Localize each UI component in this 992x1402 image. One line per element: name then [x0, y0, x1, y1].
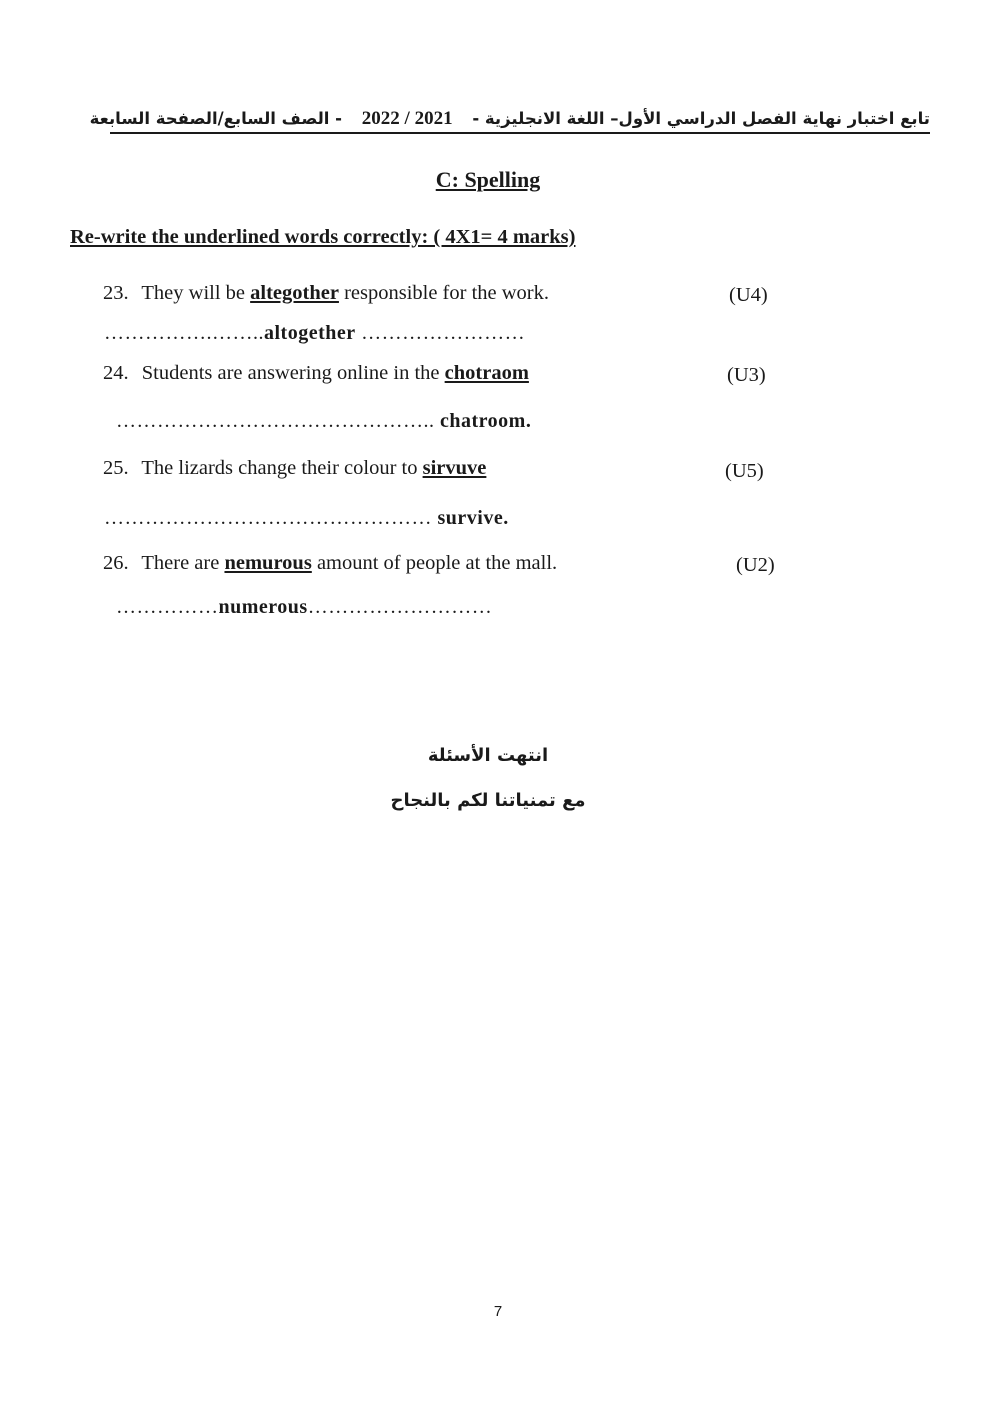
section-instruction: Re-write the underlined words correctly: ( 4X1= 4 marks) [70, 226, 576, 248]
answer-dots-lead: …………….…….. [104, 322, 264, 344]
question-number: 25. [103, 457, 129, 479]
question-text-before: Students are answering online in the [141, 362, 440, 384]
question-text-after: amount of people at the mall. [316, 552, 558, 574]
question-26 [103, 550, 557, 576]
page-header [89, 108, 930, 134]
misspelled-word: altegother [250, 282, 339, 304]
question-number: 24. [103, 362, 129, 384]
closing-good-luck: مع تمنياتنا لكم بالنجاح [390, 790, 586, 811]
misspelled-word: nemurous [224, 552, 312, 574]
question-24 [103, 360, 529, 386]
answer-line-26 [116, 594, 492, 620]
question-text-before: The lizards change their colour to [141, 457, 418, 479]
question-number: 23. [103, 282, 129, 304]
unit-label: (U2) [736, 554, 775, 576]
header-grade-page: - الصف السابع/الصفحة السابعة [89, 109, 343, 128]
answer-dots-lead: …………… [116, 596, 219, 618]
question-25 [103, 455, 486, 481]
answer-line-23 [104, 320, 525, 346]
question-text-after: responsible for the work. [344, 282, 550, 304]
answer-word: altogether [264, 322, 356, 344]
answer-line-25 [104, 505, 509, 531]
section-title: C: Spelling [435, 167, 541, 192]
answer-word: survive. [437, 507, 509, 529]
unit-label: (U4) [729, 284, 768, 306]
header-academic-year: 2022 / 2021 [361, 108, 453, 129]
misspelled-word: chotraom [444, 362, 529, 384]
answer-dots-trail: …………………… [361, 322, 526, 344]
unit-label: (U3) [727, 364, 766, 386]
question-text-before: There are [141, 552, 220, 574]
answer-word: numerous [218, 596, 308, 618]
misspelled-word: sirvuve [422, 457, 487, 479]
header-exam-title: تابع اختبار نهاية الفصل الدراسي الأول– اللغة الانجليزية - [472, 109, 930, 128]
answer-word: chatroom. [440, 410, 532, 432]
answer-line-24 [116, 408, 531, 434]
unit-label: (U5) [725, 460, 764, 482]
question-text-before: They will be [141, 282, 246, 304]
page-number: 7 [493, 1303, 503, 1320]
question-23 [103, 280, 549, 306]
answer-dots-lead: ………………………………………… [104, 507, 432, 529]
question-number: 26. [103, 552, 129, 574]
answer-dots-lead: ……………………………………….. [116, 410, 435, 432]
answer-dots-trail: ……………………… [307, 596, 493, 618]
closing-end-of-questions: انتهت الأسئلة [427, 745, 549, 766]
